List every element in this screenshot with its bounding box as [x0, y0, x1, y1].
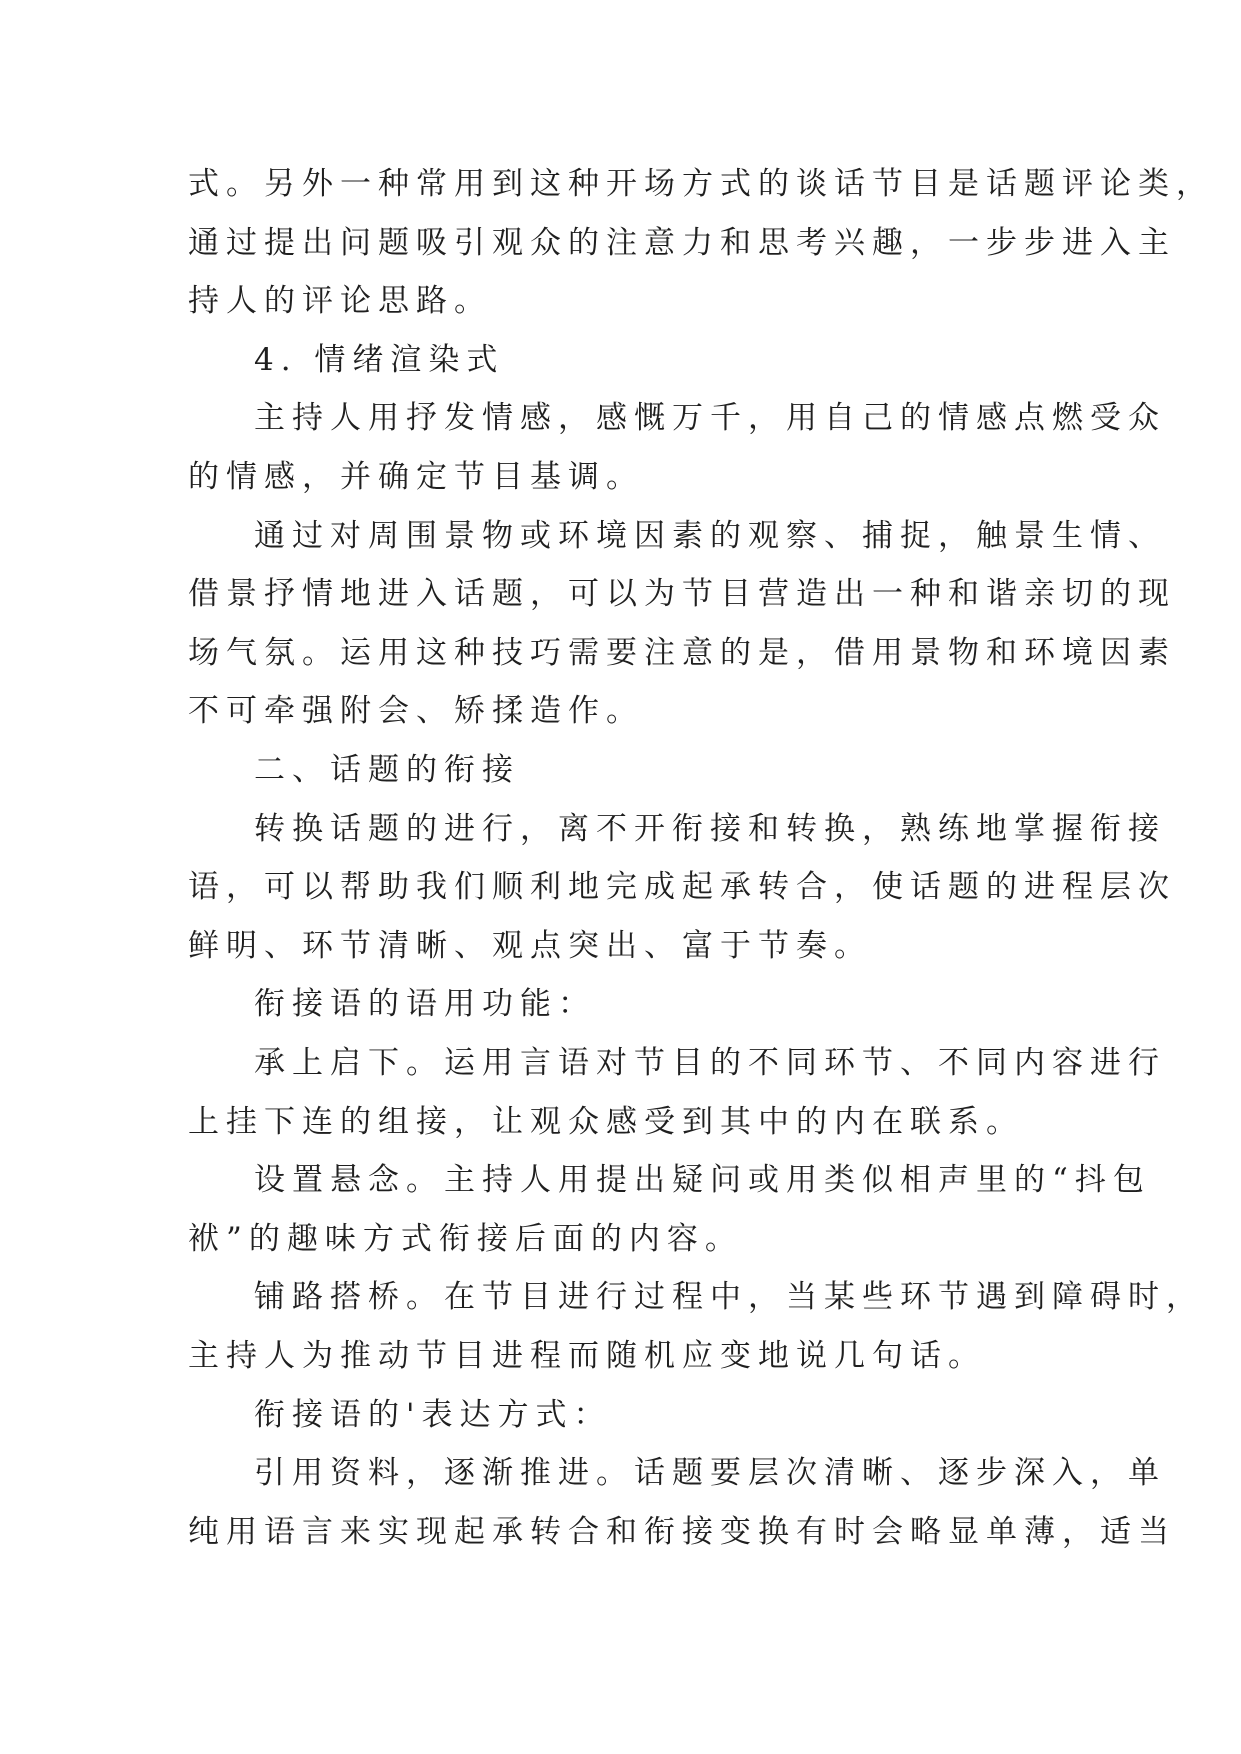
text-line: 承上启下。运用言语对节目的不同环节、不同内容进行: [254, 1045, 1166, 1081]
text-line: 通过提出问题吸引观众的注意力和思考兴趣，一步步进入主: [188, 224, 1176, 261]
text-line: 设置悬念。主持人用提出疑问或用类似相声里的“抖包: [254, 1162, 1151, 1199]
text-line: 引用资料，逐渐推进。话题要层次清晰、逐步深入，单: [254, 1455, 1166, 1492]
subheading: 衔接语的语用功能：: [254, 986, 596, 1023]
text-line: 铺路搭桥。在节目进行过程中，当某些环节遇到障碍时，: [254, 1279, 1204, 1316]
text-line: 持人的评论思路。: [188, 283, 492, 320]
text-line: 场气氛。运用这种技巧需要注意的是，借用景物和环境因素: [188, 634, 1176, 671]
subheading: 衔接语的'表达方式：: [254, 1396, 612, 1433]
text-line: 鲜明、环节清晰、观点突出、富于节奏。: [188, 927, 872, 964]
text-line: 主持人用抒发情感，感慨万千，用自己的情感点燃受众: [254, 400, 1166, 437]
text-line: 通过对周围景物或环境因素的观察、捕捉，触景生情、: [254, 517, 1166, 554]
text-line: 不可牵强附会、矫揉造作。: [188, 693, 644, 730]
text-line: 语，可以帮助我们顺利地完成起承转合，使话题的进程层次: [188, 869, 1176, 906]
section-heading: 二、话题的衔接: [254, 752, 520, 788]
text-line: 式。另外一种常用到这种开场方式的谈话节目是话题评论类，: [188, 166, 1214, 202]
text-line: 借景抒情地进入话题，可以为节目营造出一种和谐亲切的现: [188, 576, 1176, 613]
text-line: 主持人为推动节目进程而随机应变地说几句话。: [188, 1338, 986, 1374]
text-line: 上挂下连的组接，让观众感受到其中的内在联系。: [188, 1103, 1024, 1140]
text-line: 袱”的趣味方式衔接后面的内容。: [188, 1220, 743, 1257]
text-line: 转换话题的进行，离不开衔接和转换，熟练地掌握衔接: [254, 810, 1166, 847]
section-heading: 4. 情绪渲染式: [254, 341, 505, 378]
text-line: 纯用语言来实现起承转合和衔接变换有时会略显单薄，适当: [188, 1513, 1176, 1550]
text-line: 的情感，并确定节目基调。: [188, 459, 644, 495]
